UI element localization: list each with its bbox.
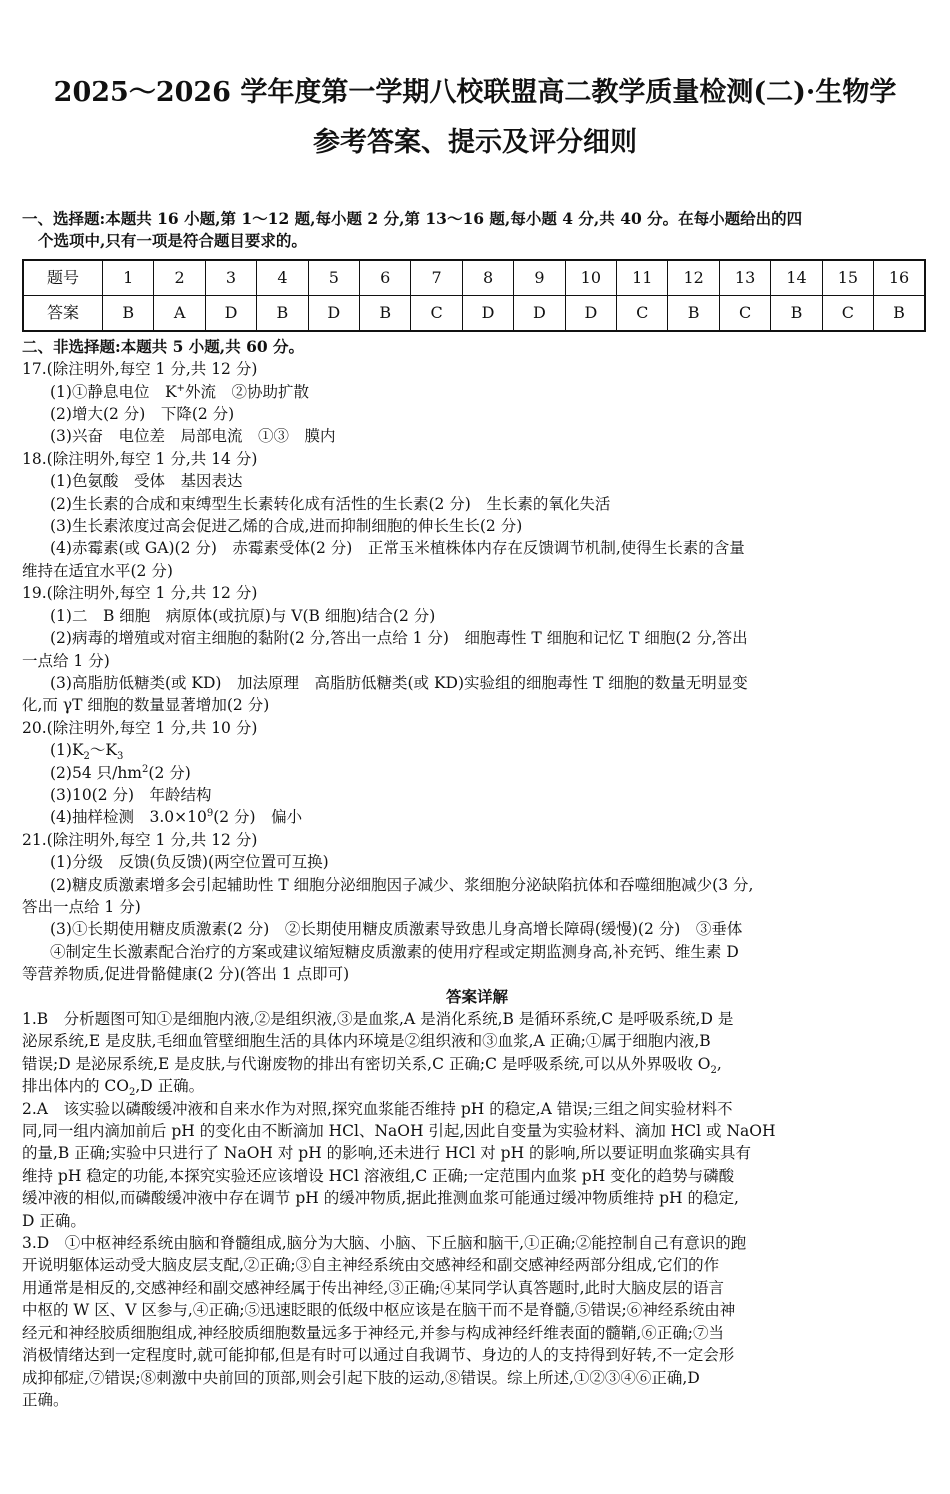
q19-line2: (2)病毒的增殖或对宿主细胞的黏附(2 分,答出一点给 1 分) 细胞毒性 T 细胞和记忆 T 细胞(2 分,答出 bbox=[50, 629, 748, 648]
table-header-answer: 答案 bbox=[23, 295, 103, 331]
detail-3-l7: 成抑郁症,⑦错误;⑧刺激中央前回的顶部,则会引起下肢的运动,⑧错误。综上所述,①②③④⑥正确,D bbox=[22, 1368, 700, 1387]
q20-l4-sup: 9 bbox=[206, 808, 214, 820]
q21-line3: (3)①长期使用糖皮质激素(2 分) ②长期使用糖皮质激素导致患儿身高增长障碍(缓慢)(2 分) ③垂体 bbox=[50, 920, 743, 939]
table-cell: 13 bbox=[719, 260, 770, 296]
detail-2-l1: 2.A 该实验以磷酸缓冲液和自来水作为对照,探究血浆能否维持 pH 的稳定,A 错误;三组之间实验材料不 bbox=[22, 1099, 733, 1118]
q20-l4b: (2 分) 偏小 bbox=[213, 808, 303, 827]
table-cell: B bbox=[668, 295, 719, 331]
q17-l1b: 外流 ②协助扩散 bbox=[184, 382, 309, 401]
table-cell: 11 bbox=[617, 260, 668, 296]
q19-line3b: 化,而 γT 细胞的数量显著增加(2 分) bbox=[22, 696, 270, 715]
detail-2-l5: 缓冲液的相似,而磷酸缓冲液中存在调节 pH 的缓冲物质,据此推测血浆可能通过缓冲物质维持 pH 的稳定, bbox=[22, 1189, 739, 1208]
q21 bbox=[22, 829, 932, 986]
detail-3 bbox=[22, 1232, 932, 1411]
table-cell: 6 bbox=[360, 260, 411, 296]
detail-1-l2: 泌尿系统,E 是皮肤,毛细血管壁细胞生活的具体内环境是②组织液和③血浆,A 正确;①属于细胞内液,B bbox=[22, 1032, 711, 1051]
q21-line2: (2)糖皮质激素增多会引起辅助性 T 细胞分泌细胞因子减少、浆细胞分泌缺陷抗体和吞噬细胞减少(3 分, bbox=[50, 875, 754, 894]
table-cell: B bbox=[360, 295, 411, 331]
detail-1-l3-sub: 2 bbox=[710, 1064, 717, 1076]
detail-2-l2: 同,同一组内滴加前后 pH 的变化由不断滴加 HCl、NaOH 引起,因此自变量为实验材料、滴加 HCl 或 NaOH bbox=[22, 1122, 776, 1141]
table-cell: 9 bbox=[514, 260, 565, 296]
detail-2-l4: 维持 pH 稳定的功能,本探究实验还应该增设 HCl 溶液组,C 正确;一定范围内血浆 pH 变化的趋势与磷酸 bbox=[22, 1166, 735, 1185]
q18-line1: (1)色氨酸 受体 基因表达 bbox=[50, 472, 243, 491]
detail-1 bbox=[22, 1008, 932, 1098]
table-cell: D bbox=[308, 295, 359, 331]
q20-line1 bbox=[22, 739, 932, 761]
table-cell: C bbox=[411, 295, 462, 331]
q17-head: 17.(除注明外,每空 1 分,共 12 分) bbox=[22, 360, 258, 379]
table-header-number: 题号 bbox=[23, 260, 103, 296]
table-cell: 16 bbox=[874, 260, 925, 296]
q21-line3c: 等营养物质,促进骨骼健康(2 分)(答出 1 点即可) bbox=[22, 965, 350, 984]
table-cell: 5 bbox=[308, 260, 359, 296]
table-cell: A bbox=[154, 295, 205, 331]
detail-1-l4 bbox=[22, 1075, 932, 1097]
q20-l1-sub2: 3 bbox=[117, 751, 124, 763]
q20-l1a: (1)K bbox=[50, 741, 84, 760]
table-row-numbers bbox=[23, 260, 925, 296]
q21-head: 21.(除注明外,每空 1 分,共 12 分) bbox=[22, 830, 258, 849]
detail-2 bbox=[22, 1098, 932, 1232]
table-cell: 4 bbox=[257, 260, 308, 296]
q18-line4b: 维持在适宜水平(2 分) bbox=[22, 561, 173, 580]
detail-1-l3 bbox=[22, 1053, 932, 1075]
q18-line2: (2)生长素的合成和束缚型生长素转化成有活性的生长素(2 分) 生长素的氧化失活 bbox=[50, 494, 611, 513]
detail-3-l3: 用通常是相反的,交感神经和副交感神经属于传出神经,③正确;④某同学认真答题时,此时大脑皮层的语言 bbox=[22, 1278, 725, 1297]
q21-line2b: 答出一点给 1 分) bbox=[22, 897, 141, 916]
table-cell: B bbox=[103, 295, 154, 331]
q17-l1a: (1)①静息电位 K bbox=[50, 382, 177, 401]
table-cell: 8 bbox=[462, 260, 513, 296]
section1-heading-text: 一、选择题:本题共 16 小题,第 1～12 题,每小题 2 分,第 13～16 题,每小题 4 分,共 40 分。在每小题给出的四 bbox=[22, 209, 803, 228]
detail-1-l3a: 错误;D 是泌尿系统,E 是皮肤,与代谢废物的排出有密切关系,C 正确;C 是呼吸系统,可以从外界吸收 O bbox=[22, 1054, 711, 1073]
table-cell: C bbox=[719, 295, 770, 331]
detail-1-l4-sub: 2 bbox=[129, 1087, 136, 1099]
detail-1-l3b: , bbox=[716, 1054, 722, 1073]
table-cell: B bbox=[257, 295, 308, 331]
section2-heading: 二、非选择题:本题共 5 小题,共 60 分。 bbox=[22, 336, 305, 356]
table-cell: 7 bbox=[411, 260, 462, 296]
q20-head: 20.(除注明外,每空 1 分,共 10 分) bbox=[22, 718, 258, 737]
answer-table bbox=[22, 259, 926, 332]
details-title: 答案详解 bbox=[445, 986, 508, 1006]
detail-3-l5: 经元和神经胶质细胞组成,神经胶质细胞数量远多于神经元,并参与构成神经纤维表面的髓鞘,⑥正确;⑦当 bbox=[22, 1323, 725, 1342]
q21-line3b: ④制定生长激素配合治疗的方案或建议缩短糖皮质激素的使用疗程或定期监测身高,补充钙、维生素 D bbox=[50, 942, 739, 961]
q20-l2a: (2)54 只/hm bbox=[50, 763, 143, 782]
detail-1-l4b: ,D 正确。 bbox=[135, 1077, 205, 1096]
detail-3-l8: 正确。 bbox=[22, 1390, 69, 1409]
q18-line3: (3)生长素浓度过高会促进乙烯的合成,进而抑制细胞的伸长生长(2 分) bbox=[50, 517, 523, 536]
table-cell: D bbox=[205, 295, 256, 331]
table-cell: 2 bbox=[154, 260, 205, 296]
q19-line2b: 一点给 1 分) bbox=[22, 651, 110, 670]
detail-3-l2: 开说明躯体运动受大脑皮层支配,②正确;③自主神经系统由交感神经和副交感神经两部分组成,它们的作 bbox=[22, 1256, 720, 1275]
q17-line1 bbox=[22, 381, 932, 403]
q20-l1-sub1: 2 bbox=[83, 751, 90, 763]
table-cell: 12 bbox=[668, 260, 719, 296]
section1-heading-cont: 个选项中,只有一项是符合题目要求的。 bbox=[38, 231, 307, 251]
q20 bbox=[22, 717, 932, 829]
table-row-answers bbox=[23, 295, 925, 331]
detail-3-l6: 消极情绪达到一定程度时,就可能抑郁,但是有时可以通过自我调节、身边的人的支持得到好转,不一定会形 bbox=[22, 1346, 735, 1365]
page-subtitle: 参考答案、提示及评分细则 bbox=[313, 127, 637, 158]
table-cell: C bbox=[617, 295, 668, 331]
table-cell: 3 bbox=[205, 260, 256, 296]
q20-l2b: (2 分) bbox=[148, 763, 191, 782]
detail-2-l6: D 正确。 bbox=[22, 1211, 86, 1230]
table-cell: D bbox=[462, 295, 513, 331]
table-cell: C bbox=[822, 295, 873, 331]
detail-3-l1: 3.D ①中枢神经系统由脑和脊髓组成,脑分为大脑、小脑、下丘脑和脑干,①正确;②能控制自己有意识的跑 bbox=[22, 1234, 747, 1253]
q20-l1b: ～K bbox=[89, 741, 118, 760]
q19-head: 19.(除注明外,每空 1 分,共 12 分) bbox=[22, 584, 258, 603]
table-cell: 10 bbox=[565, 260, 616, 296]
table-cell: B bbox=[771, 295, 822, 331]
q20-l2-sup: 2 bbox=[142, 763, 149, 775]
q17-l1-sup: + bbox=[176, 382, 185, 394]
q19 bbox=[22, 582, 932, 716]
table-cell: D bbox=[565, 295, 616, 331]
q21-line1: (1)分级 反馈(负反馈)(两空位置可互换) bbox=[50, 853, 329, 872]
content bbox=[22, 208, 932, 1411]
q20-line3: (3)10(2 分) 年龄结构 bbox=[50, 785, 212, 804]
detail-3-l4: 中枢的 W 区、V 区参与,④正确;⑤迅速眨眼的低级中枢应该是在脑干而不是脊髓,⑤错误;⑥神经系统由神 bbox=[22, 1301, 736, 1320]
q19-line1: (1)二 B 细胞 病原体(或抗原)与 V(B 细胞)结合(2 分) bbox=[50, 606, 436, 625]
section1-heading bbox=[22, 208, 932, 253]
q20-l4a: (4)抽样检测 3.0×10 bbox=[50, 808, 207, 827]
q18 bbox=[22, 448, 932, 582]
q18-line4: (4)赤霉素(或 GA)(2 分) 赤霉素受体(2 分) 正常玉米植株体内存在反馈调节机制,使得生长素的含量 bbox=[50, 539, 745, 558]
page-title: 2025～2026 学年度第一学期八校联盟高二教学质量检测(二)·生物学 bbox=[53, 77, 897, 108]
q17 bbox=[22, 358, 932, 448]
table-cell: B bbox=[874, 295, 925, 331]
q18-head: 18.(除注明外,每空 1 分,共 14 分) bbox=[22, 449, 258, 468]
detail-1-l4a: 排出体内的 CO bbox=[22, 1077, 129, 1096]
q17-line3: (3)兴奋 电位差 局部电流 ①③ 膜内 bbox=[50, 427, 336, 446]
detail-1-l1: 1.B 分析题图可知①是细胞内液,②是组织液,③是血浆,A 是消化系统,B 是循环系统,C 是呼吸系统,D 是 bbox=[22, 1010, 734, 1028]
q20-line4 bbox=[22, 806, 932, 828]
q20-line2 bbox=[22, 762, 932, 784]
q19-line3: (3)高脂肪低糖类(或 KD) 加法原理 高脂肪低糖类(或 KD)实验组的细胞毒性 T 细胞的数量无明显变 bbox=[50, 673, 748, 692]
table-cell: 1 bbox=[103, 260, 154, 296]
table-cell: 14 bbox=[771, 260, 822, 296]
q17-line2: (2)增大(2 分) 下降(2 分) bbox=[50, 405, 235, 424]
table-cell: D bbox=[514, 295, 565, 331]
detail-2-l3: 的量,B 正确;实验中只进行了 NaOH 对 pH 的影响,还未进行 HCl 对 pH 的影响,所以要证明血浆确实具有 bbox=[22, 1144, 751, 1163]
table-cell: 15 bbox=[822, 260, 873, 296]
